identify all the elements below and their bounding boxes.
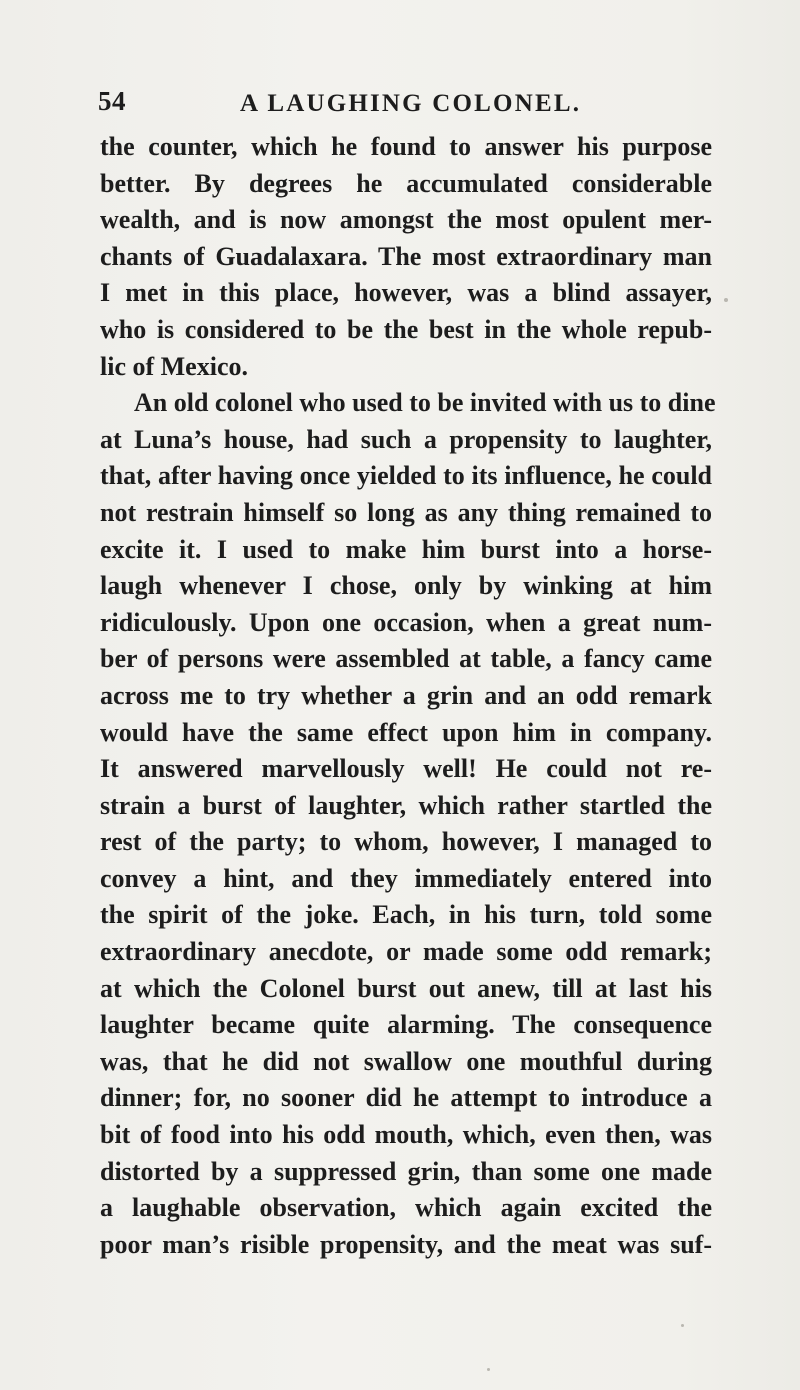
text-line: ber of persons were assembled at table, a fancy came [100, 644, 712, 674]
text-line: a laughable observation, which again excited the [100, 1193, 712, 1223]
text-line: extraordinary anecdote, or made some odd remark; [100, 937, 712, 967]
running-title: A LAUGHING COLONEL. [240, 90, 582, 117]
paragraph-start-line: An old colonel who used to be invited with us to dine [134, 388, 716, 418]
text-line: distorted by a suppressed grin, than some one made [100, 1156, 712, 1186]
text-line: who is considered to be the best in the whole repub- [100, 314, 712, 344]
text-line: dinner; for, no sooner did he attempt to introduce a [100, 1083, 712, 1113]
paper-speck [487, 1368, 490, 1371]
text-line: better. By degrees he accumulated considerable [100, 168, 712, 198]
text-line: laughter became quite alarming. The consequence [100, 1010, 712, 1040]
text-line: chants of Guadalaxara. The most extraordinary man [100, 241, 712, 271]
text-line: poor man’s risible propensity, and the meat was suf- [100, 1229, 712, 1259]
text-line: across me to try whether a grin and an odd remark [100, 680, 712, 710]
text-line: bit of food into his odd mouth, which, even then, was [100, 1120, 712, 1150]
text-line: not restrain himself so long as any thing remained to [100, 497, 712, 527]
running-header [0, 86, 800, 126]
text-line: excite it. I used to make him burst into a horse- [100, 534, 712, 564]
text-line: strain a burst of laughter, which rather startled the [100, 790, 712, 820]
text-line: wealth, and is now amongst the most opulent mer- [100, 205, 712, 235]
text-line: laugh whenever I chose, only by winking at him [100, 571, 712, 601]
text-line: was, that he did not swallow one mouthful during [100, 1046, 712, 1076]
paragraph-end-line: lic of Mexico. [100, 351, 248, 381]
text-line: I met in this place, however, was a blind assayer, [100, 278, 712, 308]
body-text [100, 129, 716, 1263]
page-number: 54 [98, 86, 126, 116]
text-line: would have the same effect upon him in company. [100, 717, 712, 747]
text-line: convey a hint, and they immediately entered into [100, 863, 712, 893]
text-line: that, after having once yielded to its influence, he could [100, 461, 712, 491]
text-line: rest of the party; to whom, however, I managed to [100, 827, 712, 857]
text-line: the counter, which he found to answer his purpose [100, 132, 712, 161]
text-line: It answered marvellously well! He could not re- [100, 754, 712, 784]
text-line: at which the Colonel burst out anew, till at last his [100, 973, 712, 1003]
paper-speck [681, 1324, 684, 1327]
text-line: ridiculously. Upon one occasion, when a great num- [100, 607, 712, 637]
text-line: the spirit of the joke. Each, in his turn, told some [100, 900, 712, 930]
paper-speck [724, 298, 728, 302]
text-line: at Luna’s house, had such a propensity to laughter, [100, 424, 712, 454]
